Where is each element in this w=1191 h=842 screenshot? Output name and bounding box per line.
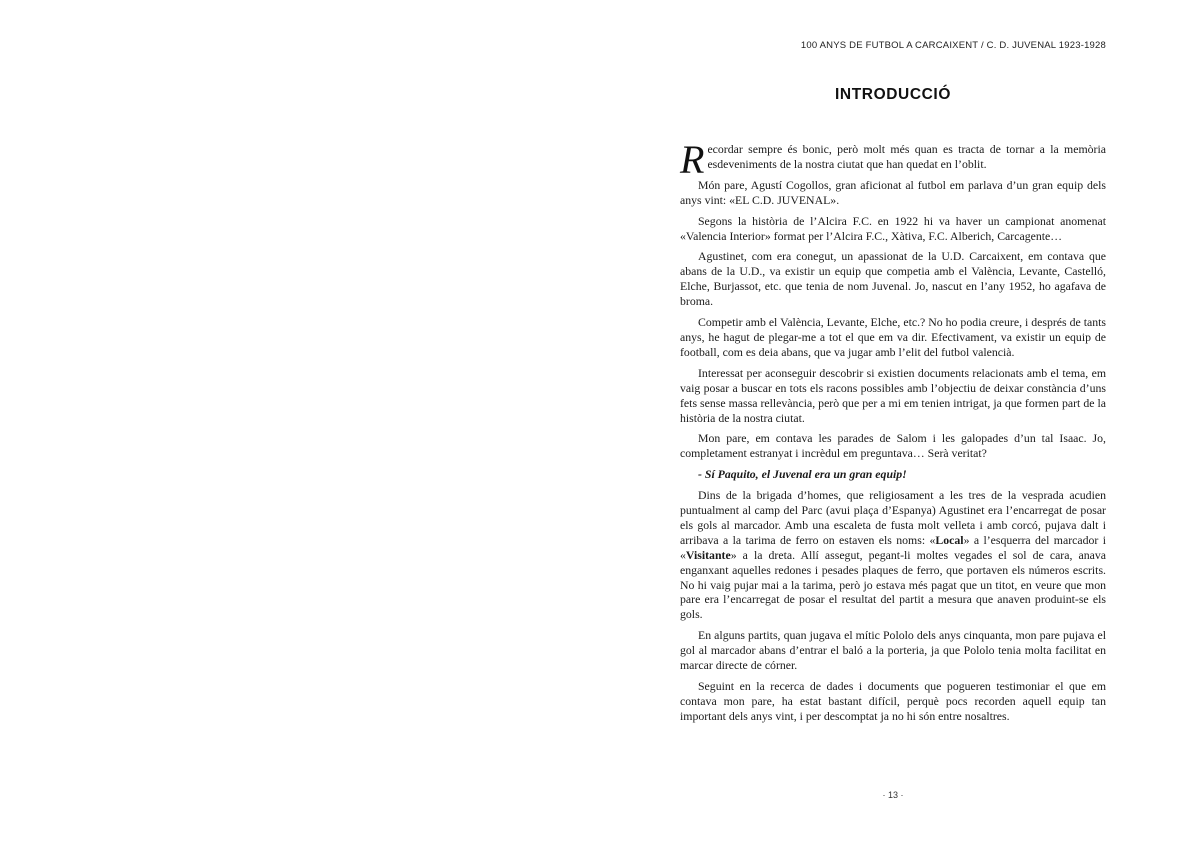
running-header: 100 ANYS DE FUTBOL A CARCAIXENT / C. D. JUVENAL 1923-1928 [800, 40, 1106, 51]
paragraph-2: Món pare, Agustí Cogollos, gran aficionat al futbol em parlava d’un gran equip dels anys vint: «EL C.D. JUVENAL». [680, 177, 1106, 207]
paragraph-5: Competir amb el València, Levante, Elche, etc.? No ho podia creure, i després de tants anys, he hagut de plegar-me a tot el que em va dir. Efectivament, va existir un equip de football, com es deia abans, que va jugar amb l’elit del futbol valencià. [680, 315, 1106, 359]
paragraph-11: Seguint en la recerca de dades i documents que pogueren testimoniar el que em contava mon pare, ha estat bastant difícil, perquè pocs recorden aquell equip tan important dels anys vint, i per descomptat ja no hi són entre nosaltres. [680, 679, 1106, 723]
visitante-label: Visitante [685, 547, 731, 562]
paragraph-10: En alguns partits, quan jugava el mític Pololo dels anys cinquanta, mon pare pujava el gol al marcador abans d’entrar el baló a la porteria, ja que Pololo tenia molta facilitat en marcar directe de córner. [680, 628, 1106, 673]
local-label: Local [935, 532, 964, 547]
quote-line: - Sí Paquito, el Juvenal era un gran equip! [698, 467, 907, 482]
paragraph-1-text: ecordar sempre és bonic, però molt més quan es tracta de tornar a la memòria esdeveniments de la nostra ciutat que han quedat en l’oblit. [707, 142, 1106, 171]
paragraph-9-part-a: Dins de la brigada d’homes, que religiosament a les tres de la vesprada acudien puntualment al camp del Parc (avui plaça d’Espanya) Agustinet era l’encarregat de posar els gols al marcador. Amb una escaleta de fusta molt velleta i amb corcó, pujava dalt i arribava a la tarima de ferro on estaven els noms: « [680, 488, 1106, 547]
paragraph-9-part-c: » a la dreta. Allí assegut, pegant-li moltes vegades el sol de cara, anava enganxant aquelles redones i pesades plaques de ferro, que portaven els números escrits. No hi vaig pujar mai a la tarima, però jo estava més pagat que un titot, en veure que mon pare era l’encarregat de posar el resultat del partit a mesura que anaven produint-se els gols. [680, 547, 1106, 622]
paragraph-9 [680, 488, 1106, 622]
page-number: · 13 · [882, 790, 904, 800]
paragraph-4: Agustinet, com era conegut, un apassionat de la U.D. Carcaixent, em contava que abans de la U.D., va existir un equip que competia amb el València, Levante, Castelló, Elche, Burjassot, etc. que tenia de nom Juvenal. Jo, nascut en l’any 1952, ho agafava de broma. [680, 249, 1106, 309]
paragraph-9-part-b: » a l’esquerra del marcador i « [680, 532, 1106, 562]
paragraph-7: Mon pare, em contava les parades de Salom i les galopades d’un tal Isaac. Jo, completament estranyat i incrèdul em preguntava… Serà veritat? [680, 431, 1106, 461]
drop-cap: R [680, 137, 705, 182]
body-text [680, 137, 1106, 730]
paragraph-1 [680, 137, 1106, 182]
chapter-title: INTRODUCCIÓ [835, 86, 951, 103]
paragraph-3: Segons la història de l’Alcira F.C. en 1922 hi va haver un campionat anomenat «Valencia Interior» format per l’Alcira F.C., Xàtiva, F.C. Alberich, Carcagente… [680, 213, 1106, 243]
paragraph-6: Interessat per aconseguir descobrir si existien documents relacionats amb el tema, em vaig posar a buscar en tots els racons possibles amb l’objectiu de deixar constància d’uns fets sense massa rellevància, però que per a mi em tenien intrigat, ja que formen part de la història de la nostra ciutat. [680, 365, 1106, 425]
